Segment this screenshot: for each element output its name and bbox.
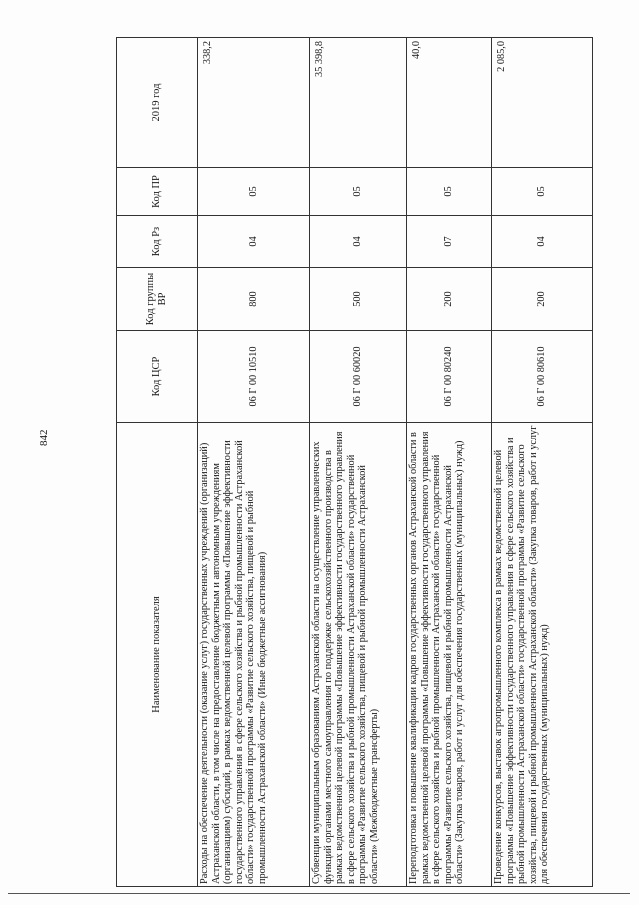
budget-table xyxy=(116,37,593,887)
cell-pr: 05 xyxy=(407,168,492,216)
cell-csr: 06 Г 00 80240 xyxy=(407,331,492,423)
cell-name: Расходы на обеспечение деятельности (оказание услуг) государственных учреждений (организаций) Астраханской области, в том числе на предоставление бюджетным и автономным учреждениям (организациям) субсидий, в рамках ведомственной целевой программы «Повышение эффективности государственного управления в сфере сельского хозяйства и рыбной промышленности Астраханской области» государственной программы «Развитие сельского хозяйства, пищевой и рыбной промышленности Астраханской области» (Иные бюджетные ассигнования) xyxy=(198,423,310,887)
header-vr: Код группы ВР xyxy=(117,268,198,331)
cell-csr: 06 Г 00 60020 xyxy=(310,331,407,423)
cell-value: 2 085,0 xyxy=(492,38,593,168)
cell-vr: 200 xyxy=(492,268,593,331)
table-row xyxy=(407,38,492,887)
cell-csr: 06 Г 00 10510 xyxy=(198,331,310,423)
table-row xyxy=(198,38,310,887)
header-year: 2019 год xyxy=(117,38,198,168)
header-name: Наименование показателя xyxy=(117,423,198,887)
cell-name: Субвенции муниципальным образованиям Астраханской области на осуществление управленческих функций органами местного самоуправления по поддержке сельскохозяйственного производства в рамках ведомственной целевой программы «Повышение эффективности государственного управления в сфере сельского хозяйства и рыбной промышленности Астраханской области» государственной программы «Развитие сельского хозяйства, пищевой и рыбной промышленности Астраханской области» (Межбюджетные трансферты) xyxy=(310,423,407,887)
rotated-table-container xyxy=(116,38,551,887)
cell-value: 338,2 xyxy=(198,38,310,168)
cell-pr: 05 xyxy=(198,168,310,216)
cell-rz: 04 xyxy=(198,216,310,268)
page-bottom-rule xyxy=(8,893,630,894)
cell-csr: 06 Г 00 80610 xyxy=(492,331,593,423)
cell-rz: 04 xyxy=(492,216,593,268)
table-row xyxy=(492,38,593,887)
cell-rz: 07 xyxy=(407,216,492,268)
header-rz: Код Рз xyxy=(117,216,198,268)
page-number: 842 xyxy=(38,429,50,446)
cell-value: 40,0 xyxy=(407,38,492,168)
cell-vr: 500 xyxy=(310,268,407,331)
cell-rz: 04 xyxy=(310,216,407,268)
cell-pr: 05 xyxy=(492,168,593,216)
cell-name: Переподготовка и повышение квалификации кадров государственных органов Астраханской области в рамках ведомственной целевой программы «Повышение эффективности государственного управления в сфере сельского хозяйства и рыбной промышленности Астраханской области» государственной программы «Развитие сельского хозяйства, пищевой и рыбной промышленности Астраханской области» (Закупка товаров, работ и услуг для обеспечения государственных (муниципальных) нужд) xyxy=(407,423,492,887)
cell-value: 35 398,8 xyxy=(310,38,407,168)
cell-pr: 05 xyxy=(310,168,407,216)
table-row xyxy=(310,38,407,887)
cell-name: Проведение конкурсов, выставок агропромышленного комплекса в рамках ведомственной целевой программы «Повышение эффективности государственного управления в сфере сельского хозяйства и рыбной промышленности Астраханской области» государственной программы «Развитие сельского хозяйства, пищевой и рыбной промышленности Астраханской области» (Закупка товаров, работ и услуг для обеспечения государственных (муниципальных) нужд) xyxy=(492,423,593,887)
cell-vr: 200 xyxy=(407,268,492,331)
table-header-row xyxy=(117,38,198,887)
header-pr: Код ПР xyxy=(117,168,198,216)
cell-vr: 800 xyxy=(198,268,310,331)
header-csr: Код ЦСР xyxy=(117,331,198,423)
